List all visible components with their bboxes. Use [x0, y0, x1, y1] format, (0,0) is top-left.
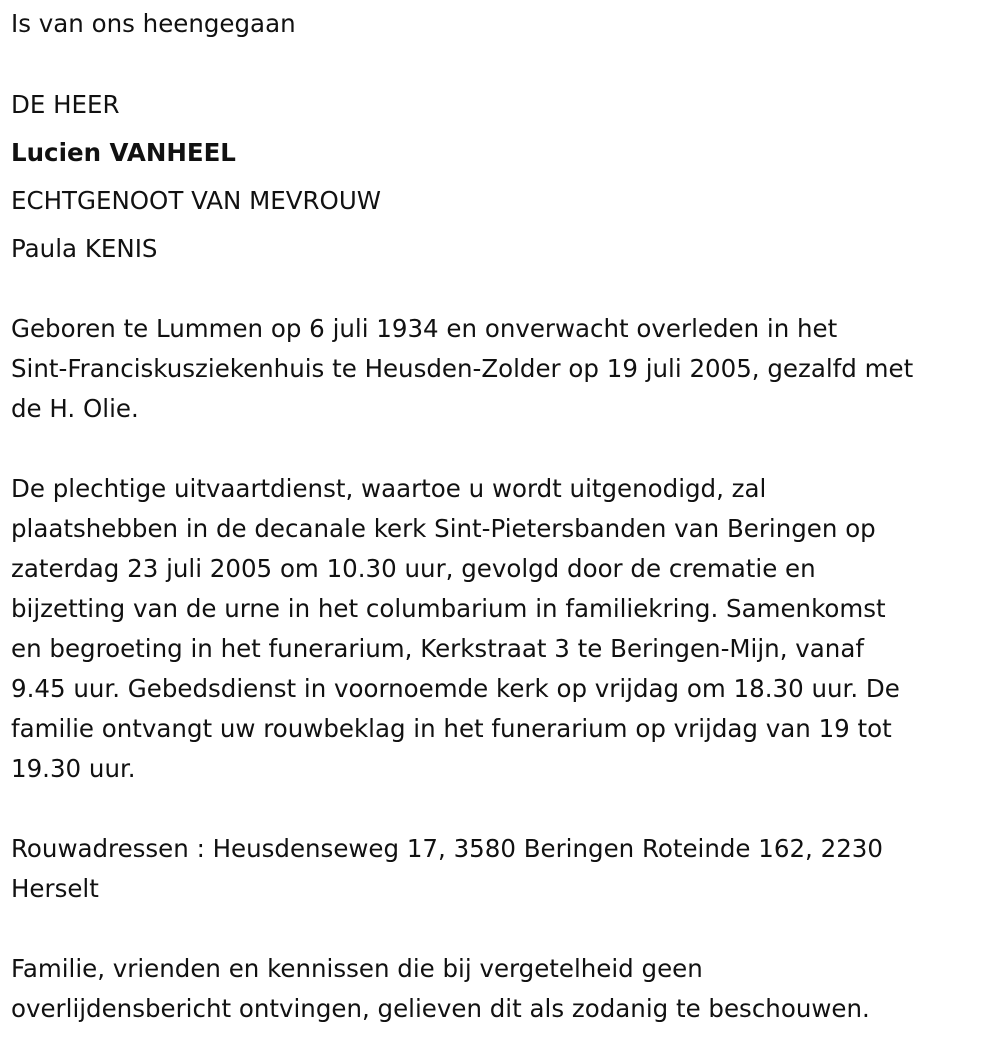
paragraph-line: plaatshebben in de decanale kerk Sint-Pietersbanden van Beringen op — [11, 514, 876, 543]
paragraph-line: bijzetting van de urne in het columbarium in familiekring. Samenkomst — [11, 594, 886, 623]
paragraph-line: Geboren te Lummen op 6 juli 1934 en onverwacht overleden in het — [11, 314, 838, 343]
paragraph-line: en begroeting in het funerarium, Kerkstraat 3 te Beringen-Mijn, vanaf — [11, 634, 864, 663]
paragraph-line: Familie, vrienden en kennissen die bij vergetelheid geen — [11, 954, 703, 983]
paragraph-line: de H. Olie. — [11, 394, 139, 423]
funeral-paragraph — [11, 469, 900, 789]
spouse-name: Paula KENIS — [11, 234, 158, 263]
honorific-title: DE HEER — [11, 90, 120, 119]
paragraph-line: familie ontvangt uw rouwbeklag in het funerarium op vrijdag van 19 tot — [11, 714, 892, 743]
paragraph-line: overlijdensbericht ontvingen, gelieven dit als zodanig te beschouwen. — [11, 994, 870, 1023]
intro-text: Is van ons heengegaan — [11, 9, 296, 38]
addresses-paragraph — [11, 829, 883, 909]
birth-death-paragraph — [11, 309, 913, 429]
paragraph-line: De plechtige uitvaartdienst, waartoe u wordt uitgenodigd, zal — [11, 474, 767, 503]
paragraph-line: zaterdag 23 juli 2005 om 10.30 uur, gevolgd door de crematie en — [11, 554, 816, 583]
paragraph-line: 9.45 uur. Gebedsdienst in voornoemde kerk op vrijdag om 18.30 uur. De — [11, 674, 900, 703]
paragraph-line: Herselt — [11, 874, 99, 903]
paragraph-line: Sint-Franciskusziekenhuis te Heusden-Zolder op 19 juli 2005, gezalfd met — [11, 354, 914, 383]
closing-paragraph — [11, 949, 870, 1029]
paragraph-line: Rouwadressen : Heusdenseweg 17, 3580 Beringen Roteinde 162, 2230 — [11, 834, 883, 863]
paragraph-line: 19.30 uur. — [11, 754, 136, 783]
deceased-name: Lucien VANHEEL — [11, 138, 236, 167]
spouse-label: ECHTGENOOT VAN MEVROUW — [11, 186, 382, 215]
